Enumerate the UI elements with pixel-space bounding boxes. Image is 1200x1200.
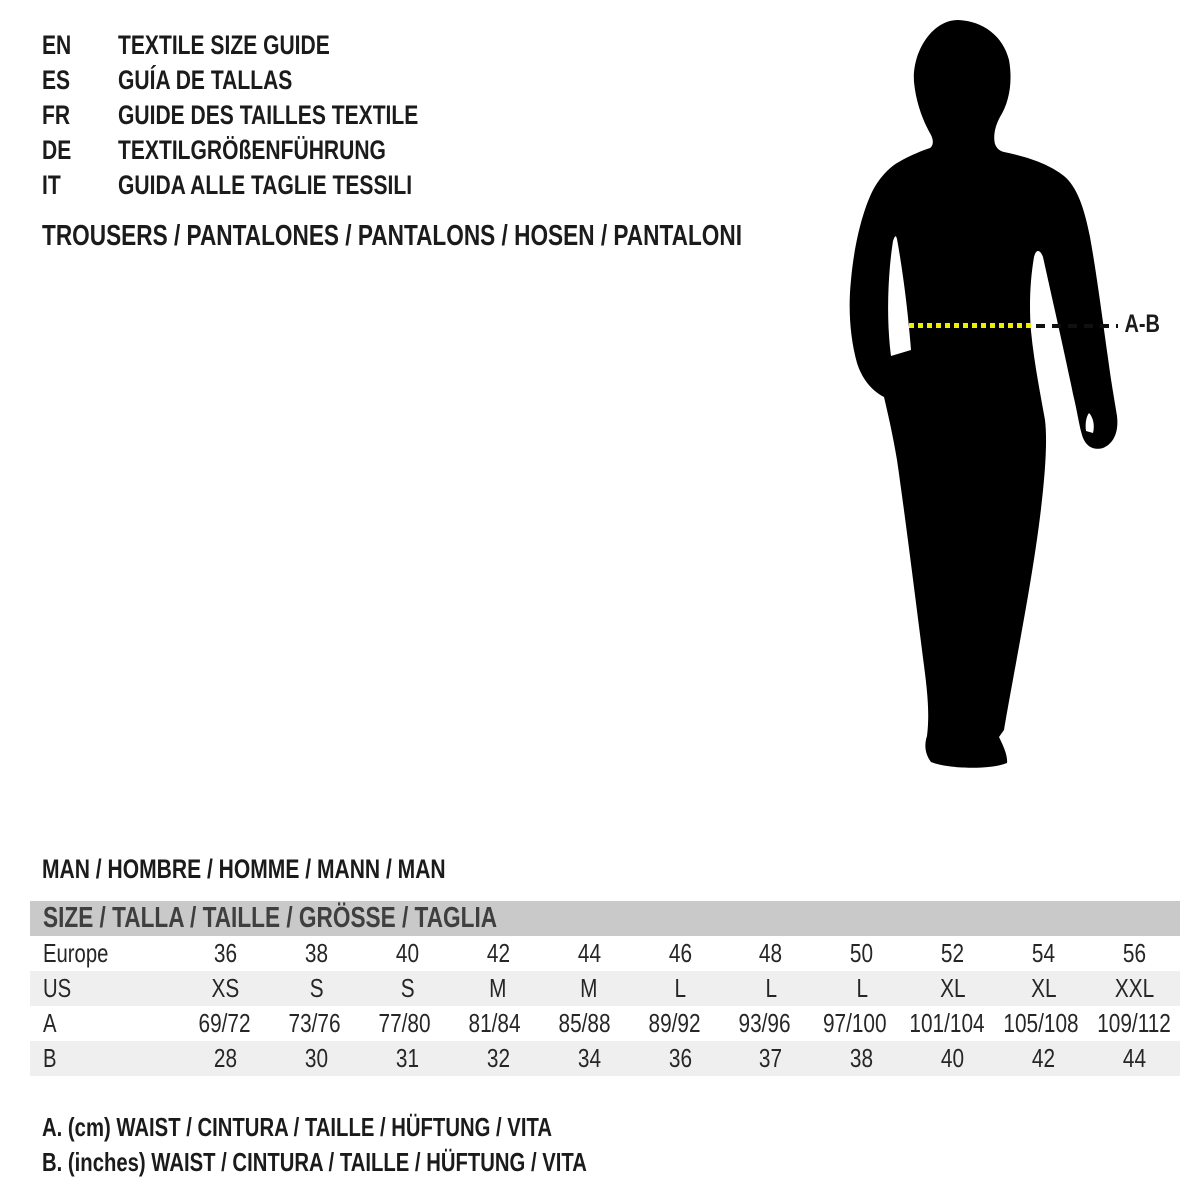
language-title: GUÍA DE TALLAS — [118, 65, 293, 95]
table-cell: XS — [211, 973, 240, 1003]
language-title: GUIDE DES TAILLES TEXTILE — [118, 100, 419, 130]
table-cell: XXL — [1114, 973, 1155, 1003]
table-cell: 44 — [1122, 1043, 1147, 1073]
measurement-notes — [42, 1110, 741, 1180]
table-cell: XL — [1030, 973, 1057, 1003]
table-cell: L — [765, 973, 777, 1003]
man-silhouette-body — [850, 20, 1118, 768]
table-cell: 56 — [1122, 938, 1147, 968]
language-code-text: DE — [42, 135, 72, 165]
waist-dashed-pointer-line — [1036, 324, 1118, 328]
language-title: TEXTILE SIZE GUIDE — [118, 30, 330, 60]
table-row-us — [30, 971, 1180, 1006]
table-cell: 54 — [1032, 938, 1056, 968]
table-cell: 97/100 — [823, 1008, 887, 1038]
note-a-cm: A. (cm) WAIST / CINTURA / TAILLE / HÜFTUNG / VITA — [42, 1112, 552, 1142]
table-cell: 30 — [304, 1043, 328, 1073]
table-cell: 73/76 — [288, 1008, 342, 1038]
table-cell: 81/84 — [468, 1008, 522, 1038]
table-cell: 44 — [577, 938, 601, 968]
table-cell: M — [489, 973, 507, 1003]
language-title: TEXTILGRÖßENFÜHRUNG — [118, 135, 386, 165]
waist-measure-label — [1120, 310, 1164, 339]
table-cell: S — [309, 973, 324, 1003]
table-row-a-cm — [30, 1006, 1180, 1041]
row-label: B — [43, 1043, 57, 1073]
waist-dotted-line — [909, 323, 1033, 328]
table-cell: 37 — [759, 1043, 783, 1073]
table-cell: 52 — [941, 938, 965, 968]
language-code — [42, 30, 118, 61]
size-table-header-text: SIZE / TALLA / TAILLE / GRÖSSE / TAGLIA — [43, 902, 498, 934]
table-cell: 101/104 — [909, 1008, 985, 1038]
row-label: US — [43, 973, 72, 1003]
table-cell: S — [400, 973, 415, 1003]
gender-section-heading-text: MAN / HOMBRE / HOMME / MANN / MAN — [42, 853, 446, 884]
table-cell: 40 — [395, 938, 419, 968]
table-cell: 42 — [486, 938, 510, 968]
table-cell: 32 — [486, 1043, 510, 1073]
row-label: A — [43, 1008, 57, 1038]
table-cell: 50 — [850, 938, 874, 968]
language-code-text: EN — [42, 30, 72, 60]
table-cell: 105/108 — [1003, 1008, 1079, 1038]
table-cell: 46 — [668, 938, 692, 968]
gender-section-heading — [42, 853, 559, 885]
language-code — [42, 170, 118, 201]
table-cell: 109/112 — [1097, 1008, 1171, 1038]
table-row-b-inches — [30, 1041, 1180, 1076]
table-cell: 77/80 — [378, 1008, 432, 1038]
language-row-en — [42, 28, 503, 63]
table-cell: 38 — [304, 938, 328, 968]
table-cell: L — [674, 973, 686, 1003]
table-cell: 31 — [395, 1043, 419, 1073]
table-cell: 48 — [759, 938, 783, 968]
table-cell: 85/88 — [558, 1008, 612, 1038]
language-code — [42, 100, 118, 131]
table-cell: 36 — [668, 1043, 692, 1073]
table-cell: 42 — [1032, 1043, 1056, 1073]
garment-category-text: TROUSERS / PANTALONES / PANTALONS / HOSEN / PANTALONI — [42, 219, 742, 252]
table-row-europe — [30, 936, 1180, 971]
language-row-de — [42, 133, 503, 168]
table-cell: 93/96 — [738, 1008, 791, 1038]
table-cell: 38 — [850, 1043, 874, 1073]
language-code — [42, 135, 118, 166]
table-cell: 36 — [213, 938, 238, 968]
language-row-fr — [42, 98, 503, 133]
table-cell: M — [580, 973, 598, 1003]
language-code-text: ES — [42, 65, 71, 95]
row-label: Europe — [43, 938, 109, 968]
size-table — [30, 901, 1180, 1076]
garment-category-title — [42, 219, 939, 253]
language-code-text: IT — [42, 170, 61, 200]
table-cell: 89/92 — [648, 1008, 701, 1038]
waist-measure-label-text: A-B — [1124, 310, 1160, 338]
language-title-list — [42, 28, 503, 203]
man-silhouette — [838, 12, 1130, 776]
language-row-es — [42, 63, 503, 98]
language-row-it — [42, 168, 503, 203]
size-table-header — [30, 901, 1180, 936]
table-cell: XL — [939, 973, 966, 1003]
language-code — [42, 65, 118, 96]
language-code-text: FR — [42, 100, 71, 130]
table-cell: 34 — [577, 1043, 601, 1073]
table-cell: 69/72 — [198, 1008, 252, 1038]
table-cell: 28 — [213, 1043, 238, 1073]
table-cell: L — [856, 973, 868, 1003]
language-title: GUIDA ALLE TAGLIE TESSILI — [118, 170, 413, 200]
table-cell: 40 — [941, 1043, 965, 1073]
note-b-inches: B. (inches) WAIST / CINTURA / TAILLE / HÜFTUNG / VITA — [42, 1147, 587, 1177]
